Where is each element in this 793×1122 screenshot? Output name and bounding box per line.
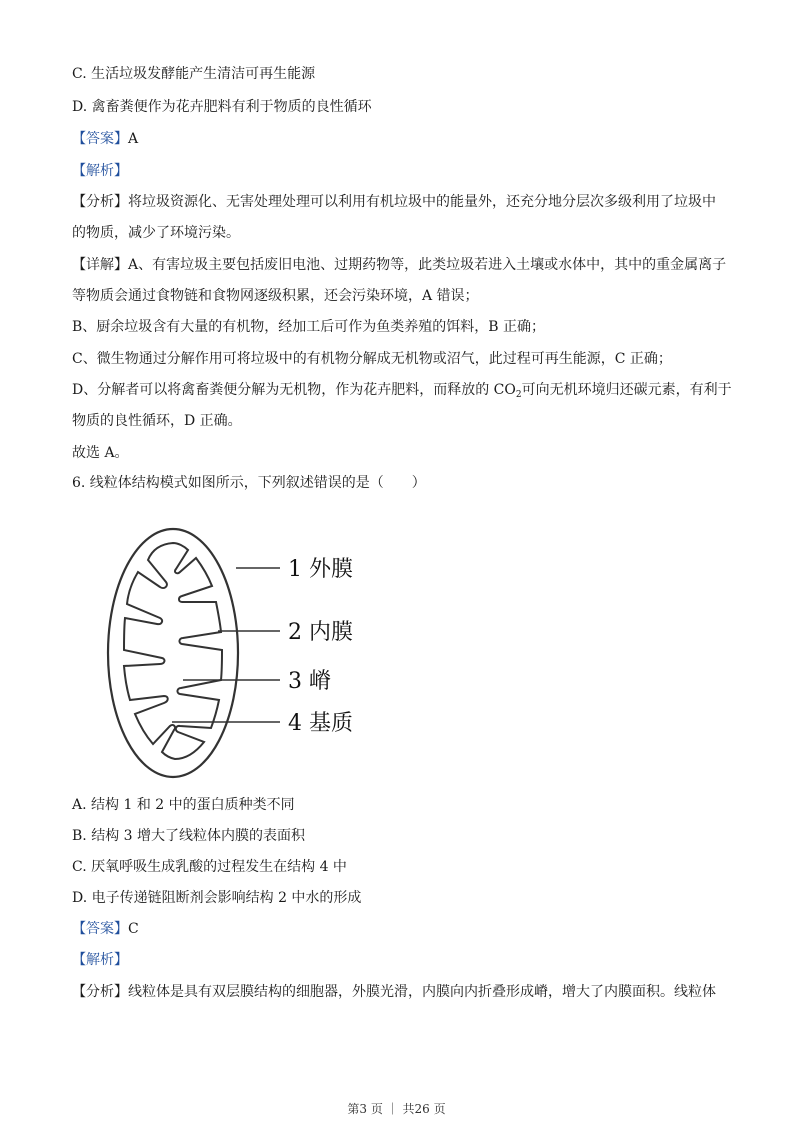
xiangjie-b: B、厨余垃圾含有大量的有机物，经加工后可作为鱼类养殖的饵料，B 正确；: [72, 319, 546, 335]
fenxi-text: 将垃圾资源化、无害处理处理可以利用有机垃圾中的能量外，还充分地分层次多级利用了垃圾中: [128, 194, 716, 210]
mitochondria-diagram: [100, 520, 390, 790]
outer-membrane: [108, 529, 238, 777]
answer-value: A: [128, 131, 139, 147]
label-matrix: 4 基质: [288, 711, 353, 736]
fenxi-5-line-2: 的物质，减少了环境污染。: [72, 225, 240, 241]
xiangjie-d-line-2: 物质的良性循环，D 正确。: [72, 413, 242, 429]
jiexi-6: 【解析】: [72, 952, 128, 968]
xiangjie-tag: 【详解】: [72, 257, 128, 273]
label-inner-membrane: 2 内膜: [288, 620, 353, 645]
question-6: 6. 线粒体结构模式如图所示，下列叙述错误的是（ ）: [72, 475, 426, 491]
answer-5: [72, 129, 732, 149]
jiexi-5: 【解析】: [72, 163, 128, 179]
xiangjie-line-2: 等物质会通过食物链和食物网逐级积累，还会污染环境，A 错误；: [72, 288, 479, 304]
fenxi-5-line-1: [72, 192, 732, 212]
inner-membrane: [124, 543, 222, 759]
xiangjie-d-text-b: 可向无机环境归还碳元素，有利于: [521, 382, 732, 398]
option-c: C. 厌氧呼吸生成乳酸的过程发生在结构 4 中: [72, 859, 347, 875]
option-a: A. 结构 1 和 2 中的蛋白质种类不同: [72, 797, 295, 813]
xiangjie-d-text-a: D、分解者可以将禽畜粪便分解为无机物，作为花卉肥料，而释放的 CO: [72, 382, 516, 398]
xiangjie-line-1: [72, 255, 732, 275]
conclusion-5: 故选 A。: [72, 445, 129, 461]
fenxi-text: 线粒体是具有双层膜结构的细胞器，外膜光滑，内膜向内折叠形成嵴，增大了内膜面积。线粒体: [128, 984, 716, 1000]
answer-tag: 【答案】: [72, 131, 128, 147]
answer-tag: 【答案】: [72, 921, 128, 937]
option-b: B. 结构 3 增大了线粒体内膜的表面积: [72, 828, 305, 844]
label-outer-membrane: 1 外膜: [288, 557, 353, 582]
option-d: D. 电子传递链阻断剂会影响结构 2 中水的形成: [72, 890, 362, 906]
fenxi-6-line-1: [72, 982, 732, 1002]
option-c-prev: C. 生活垃圾发酵能产生清洁可再生能源: [72, 66, 316, 82]
fenxi-tag: 【分析】: [72, 194, 128, 210]
label-cristae: 3 嵴: [288, 669, 331, 694]
answer-6: [72, 919, 732, 939]
page-footer: 第3 页 ｜ 共26 页: [347, 1102, 446, 1116]
fenxi-tag: 【分析】: [72, 984, 128, 1000]
option-d-prev: D. 禽畜粪便作为花卉肥料有利于物质的良性循环: [72, 99, 372, 115]
answer-value: C: [128, 921, 139, 937]
xiangjie-text: A、有害垃圾主要包括废旧电池、过期药物等，此类垃圾若进入土壤或水体中，其中的重金属离子: [128, 257, 727, 273]
co2-subscript: 2: [515, 390, 522, 400]
xiangjie-d-line-1: [72, 380, 732, 400]
xiangjie-c: C、微生物通过分解作用可将垃圾中的有机物分解成无机物或沼气，此过程可再生能源，C 正确；: [72, 351, 672, 367]
